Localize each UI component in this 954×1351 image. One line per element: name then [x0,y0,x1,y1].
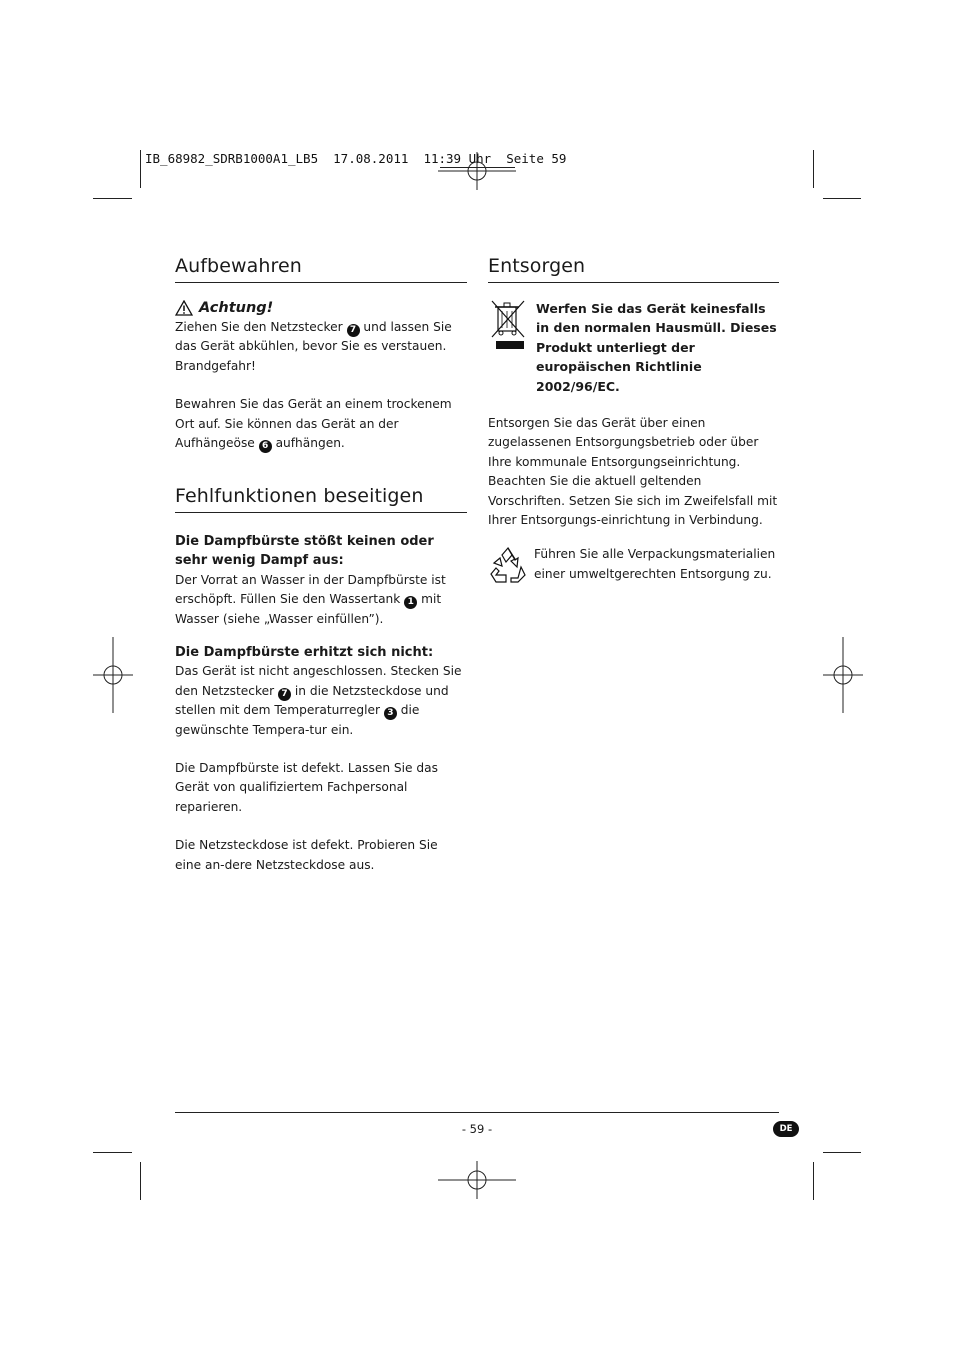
page-number: - 59 - [461,1122,493,1136]
problem-solution: Die Dampfbürste ist defekt. Lassen Sie das Gerät von qualifiziertem Fachpersonal reparieren. [175,761,438,814]
section-title-entsorgen: Entsorgen [488,255,779,283]
problem-heading: Die Dampfbürste erhitzt sich nicht: [175,645,434,661]
disposal-text: Beachten Sie die aktuell geltenden Vorschriften. Setzen Sie sich im Zweifelsfall mit Ihrer Entsorgungs-einrichtung in Verbindung. [488,474,778,528]
part-number-badge: 7 [347,324,360,337]
crossed-bin-icon [488,299,528,355]
part-number-badge: 3 [384,707,397,720]
problem-solution: Der Vorrat an Wasser in der Dampfbürste ist erschöpft. Füllen Sie den Wassertank 1 mit Wasser (siehe „Wasser einfüllen”). [175,572,446,626]
registration-mark-icon [438,1161,516,1199]
section-fehlfunktionen [175,485,467,875]
section-title-fehlfunktionen: Fehlfunktionen beseitigen [175,485,467,513]
registration-mark-icon [93,637,133,713]
disposal-text: Entsorgen Sie das Gerät über einen zugelassenen Entsorgungsbetrieb oder über Ihre kommunale Entsorgungseinrichtung. [488,416,759,469]
problem-solution: Das Gerät ist nicht angeschlossen. Stecken Sie den Netzstecker 7 in die Netzsteckdose und stellen mit dem Temperaturregler 3 die gewünschte Tempera-tur ein. [175,664,462,737]
registration-mark-icon [823,637,863,713]
registration-mark-icon [438,152,516,190]
weee-text: Werfen Sie das Gerät keinesfalls in den normalen Hausmüll. Dieses Produkt unterliegt der europäischen Richtlinie 2002/96/EC. [536,301,777,394]
language-badge: DE [773,1121,799,1137]
warning-triangle-icon [175,300,193,316]
problem-solution: Die Netzsteckdose ist defekt. Probieren Sie eine an-dere Netzsteckdose aus. [175,838,438,872]
warning-heading [175,298,467,318]
part-number-badge: 6 [259,440,272,453]
warning-text: Ziehen Sie den Netzstecker 7 und lassen Sie das Gerät abkühlen, bevor Sie es verstauen. Brandgefahr! [175,320,452,373]
part-number-badge: 1 [404,596,417,609]
problem-heading: Die Dampfbürste stößt keinen oder sehr wenig Dampf aus: [175,534,434,569]
section-aufbewahren [175,255,467,453]
section-entsorgen [488,255,779,585]
recycle-text: Führen Sie alle Verpackungsmaterialien einer umweltgerechten Entsorgung zu. [534,547,776,581]
print-slug: IB_68982_SDRB1000A1_LB5 17.08.2011 11:39 Uhr Seite 59 [145,151,567,166]
storage-text: Bewahren Sie das Gerät an einem trockenem Ort auf. Sie können das Gerät an der Aufhängeöse 6 aufhängen. [175,397,452,452]
section-title-aufbewahren: Aufbewahren [175,255,467,283]
footer-rule [175,1112,779,1113]
weee-notice [488,299,779,396]
part-number-badge: 7 [278,688,291,701]
recycle-icon [488,545,528,585]
warning-title: Achtung! [199,300,274,316]
recycle-notice [488,545,779,585]
